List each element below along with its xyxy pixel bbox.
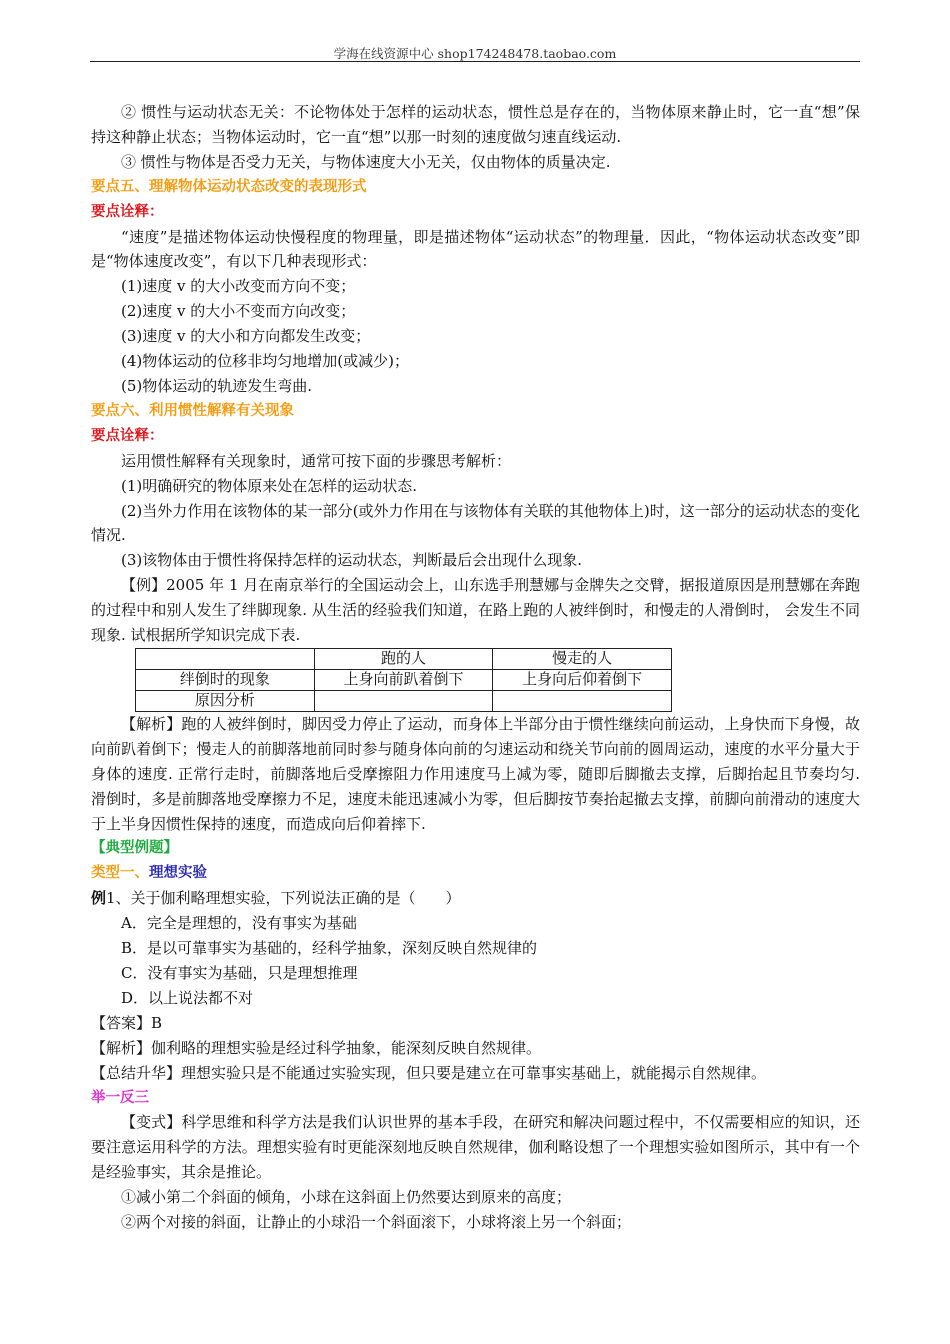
table-cell: 绊倒时的现象 [136, 669, 315, 690]
answer-analysis: 【解析】伽利略的理想实验是经过科学抽象，能深刻反映自然规律。 [91, 1038, 542, 1057]
summary [91, 1061, 860, 1086]
type-title: 理想实验 [149, 865, 207, 882]
table-row [136, 669, 672, 690]
table-header: 跑的人 [314, 648, 493, 669]
variant: 【变式】科学思维和科学方法是我们认识世界的基本手段，在研究和解决问题过程中，不仅需要相应的知识，还要注意运用科学的方法。理想实验有时更能深刻地反映自然规律，伽利略设想了一个理想实验如图所示，其中有一个是经验事实，其余是推论。 [91, 1113, 860, 1182]
summary-label: 【总结升华】 [91, 1063, 182, 1082]
option: D．以上说法都不对 [121, 988, 254, 1007]
list-item: (1)速度 v 的大小改变而方向不变； [121, 277, 356, 296]
question [91, 886, 860, 911]
question-text: 1、关于伽利略理想实验，下列说法正确的是（ ） [106, 889, 461, 908]
step: (2)当外力作用在该物体的某一部分(或外力作用在与该物体有关联的其他物体上)时，这一部分的运动状态的变化情况. [91, 501, 860, 545]
practice-heading: 举一反三 [91, 1089, 149, 1106]
step: (3)该物体由于惯性将保持怎样的运动状态，判断最后会出现什么现象. [121, 551, 583, 570]
table-cell [314, 690, 493, 711]
variant-item: ①减小第二个斜面的倾角，小球在这斜面上仍然要达到原来的高度； [121, 1188, 572, 1207]
example-label: 例 [91, 889, 107, 908]
note-label: 要点诠释： [91, 427, 164, 444]
list-item: (3)速度 v 的大小和方向都发生改变； [121, 327, 371, 346]
option: B．是以可靠事实为基础的，经科学抽象，深刻反映自然规律的 [121, 939, 538, 958]
example: 【例】2005 年 1 月在南京举行的全国运动会上，山东选手刑慧娜与金牌失之交臂，据报道原因是刑慧娜在奔跑的过程中和别人发生了绊脚现象. 从生活的经验我们知道，在路上跑的人被绊倒时，和慢走的人滑倒时， 会发生不同现象. 试根据所学知识完成下表. [91, 576, 860, 645]
type-heading [91, 861, 860, 886]
table-row [136, 690, 672, 711]
list-item: (2)速度 v 的大小不变而方向改变； [121, 302, 356, 321]
paragraph: 运用惯性解释有关现象时，通常可按下面的步骤思考解析： [121, 451, 512, 470]
summary-text: 理想实验只是不能通过实验实现，但只要是建立在可靠事实基础上，就能揭示自然规律。 [181, 1063, 767, 1082]
page-header: 学海在线资源中心 shop174248478.taobao.com [333, 46, 617, 61]
paragraph: “速度”是描述物体运动快慢程度的物理量，即是描述物体“运动状态”的物理量．因此，“物体运动状态改变”即是“物体速度改变”，有以下几种表现形式： [91, 227, 860, 271]
answer: 【答案】B [91, 1013, 163, 1032]
paragraph: ③ 惯性与物体是否受力无关，与物体速度大小无关，仅由物体的质量决定. [121, 152, 611, 171]
option: A．完全是理想的，没有事实为基础 [121, 914, 357, 933]
list-item: (5)物体运动的轨迹发生弯曲. [121, 376, 313, 395]
table-cell: 上身向前趴着倒下 [314, 669, 493, 690]
table-cell [136, 648, 315, 669]
note-label: 要点诠释： [91, 203, 164, 220]
analysis: 【解析】跑的人被绊倒时，脚因受力停止了运动，而身体上半部分由于惯性继续向前运动，上身快而下身慢，故向前趴着倒下；慢走人的前脚落地前同时参与随身体向前的匀速运动和绕关节向前的圆周运动，速度的水平分量大于身体的速度. 正常行走时，前脚落地后受摩擦阻力作用速度马上减为零，随即后脚撤去支撑，后脚抬起且节奏均匀. 滑倒时，多是前脚落地受摩擦力不足，速度未能迅速减小为零，但后脚按节奏抬起撤去支撑，前脚向前滑动的速度大于上半身因惯性保持的速度，而造成向后仰着摔下. [91, 714, 860, 833]
section-heading: 要点五、理解物体运动状态改变的表现形式 [91, 178, 367, 195]
variant-item: ②两个对接的斜面，让静止的小球沿一个斜面滚下，小球将滚上另一个斜面； [121, 1213, 632, 1232]
typical-heading: 【典型例题】 [91, 840, 178, 857]
table-cell: 上身向后仰着倒下 [493, 669, 672, 690]
content [91, 100, 860, 1235]
header-rule [90, 61, 860, 62]
table-cell [493, 690, 672, 711]
step: (1)明确研究的物体原来处在怎样的运动状态. [121, 476, 418, 495]
table-cell: 原因分析 [136, 690, 315, 711]
table-header: 慢走的人 [493, 648, 672, 669]
section-heading: 要点六、利用惯性解释有关现象 [91, 402, 294, 419]
list-item: (4)物体运动的位移非均匀地增加(或减少)； [121, 352, 409, 371]
paragraph: ② 惯性与运动状态无关：不论物体处于怎样的运动状态，惯性总是存在的，当物体原来静止时，它一直“想”保持这种静止状态；当物体运动时，它一直“想”以那一时刻的速度做匀速直线运动. [91, 103, 860, 146]
option: C．没有事实为基础，只是理想推理 [121, 964, 358, 982]
type-prefix: 类型一、 [91, 865, 149, 882]
comparison-table [135, 648, 672, 712]
